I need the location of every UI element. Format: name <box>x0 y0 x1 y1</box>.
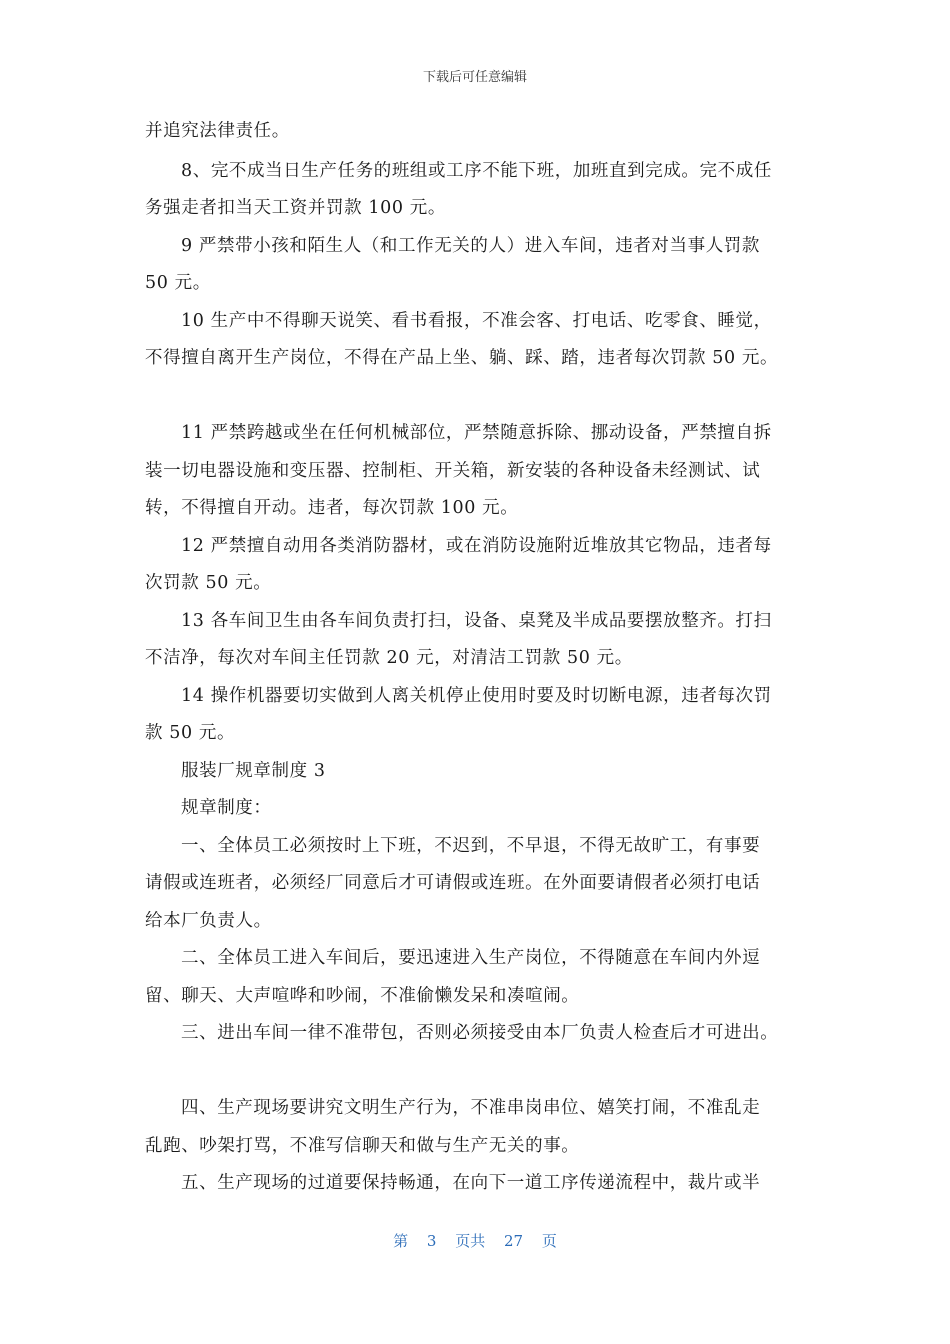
text-line: 8、完不成当日生产任务的班组或工序不能下班，加班直到完成。完不成任 <box>181 161 772 181</box>
text-line: 50 元。 <box>145 273 211 293</box>
text-line: 12 严禁擅自动用各类消防器材，或在消防设施附近堆放其它物品，违者每 <box>181 536 772 556</box>
text-line: 留、聊天、大声喧哗和吵闹，不准偷懒发呆和凑喧闹。 <box>145 986 580 1006</box>
text-line: 13 各车间卫生由各车间负责打扫，设备、桌凳及半成品要摆放整齐。打扫 <box>181 611 772 631</box>
section-title: 服装厂规章制度 3 <box>181 761 326 781</box>
text-line: 不得擅自离开生产岗位，不得在产品上坐、躺、踩、踏，违者每次罚款 50 元。 <box>145 348 779 368</box>
text-line: 11 严禁跨越或坐在任何机械部位，严禁随意拆除、挪动设备，严禁擅自拆 <box>181 423 772 443</box>
text-line: 9 严禁带小孩和陌生人（和工作无关的人）进入车间，违者对当事人罚款 <box>181 236 760 256</box>
text-line: 一、全体员工必须按时上下班，不迟到，不早退，不得无故旷工，有事要 <box>181 836 761 856</box>
text-line: 次罚款 50 元。 <box>145 573 272 593</box>
text-line: 款 50 元。 <box>145 723 236 743</box>
page-header: 下载后可任意编辑 <box>422 70 527 85</box>
section-subtitle: 规章制度： <box>181 798 272 818</box>
text-line: 14 操作机器要切实做到人离关机停止使用时要及时切断电源，违者每次罚 <box>181 686 772 706</box>
text-line: 并追究法律责任。 <box>145 121 290 141</box>
text-line: 10 生产中不得聊天说笑、看书看报，不准会客、打电话、吃零食、睡觉， <box>181 311 772 331</box>
text-line: 装一切电器设施和变压器、控制柜、开关箱，新安装的各种设备未经测试、试 <box>145 461 761 481</box>
text-line: 三、进出车间一律不准带包，否则必须接受由本厂负责人检查后才可进出。 <box>181 1023 779 1043</box>
text-line: 二、全体员工进入车间后，要迅速进入生产岗位，不得随意在车间内外逗 <box>181 948 761 968</box>
text-line: 给本厂负责人。 <box>145 911 272 931</box>
text-line: 不洁净，每次对车间主任罚款 20 元，对清洁工罚款 50 元。 <box>145 648 633 668</box>
text-line: 乱跑、吵架打骂，不准写信聊天和做与生产无关的事。 <box>145 1136 580 1156</box>
text-line: 务强走者扣当天工资并罚款 100 元。 <box>145 198 446 218</box>
text-line: 请假或连班者，必须经厂同意后才可请假或连班。在外面要请假者必须打电话 <box>145 873 761 893</box>
text-line: 四、生产现场要讲究文明生产行为，不准串岗串位、嬉笑打闹，不准乱走 <box>181 1098 761 1118</box>
text-line: 转，不得擅自开动。违者，每次罚款 100 元。 <box>145 498 519 518</box>
text-line: 五、生产现场的过道要保持畅通，在向下一道工序传递流程中，裁片或半 <box>181 1173 761 1193</box>
page-footer: 第 3 页共 27 页 <box>393 1232 557 1250</box>
